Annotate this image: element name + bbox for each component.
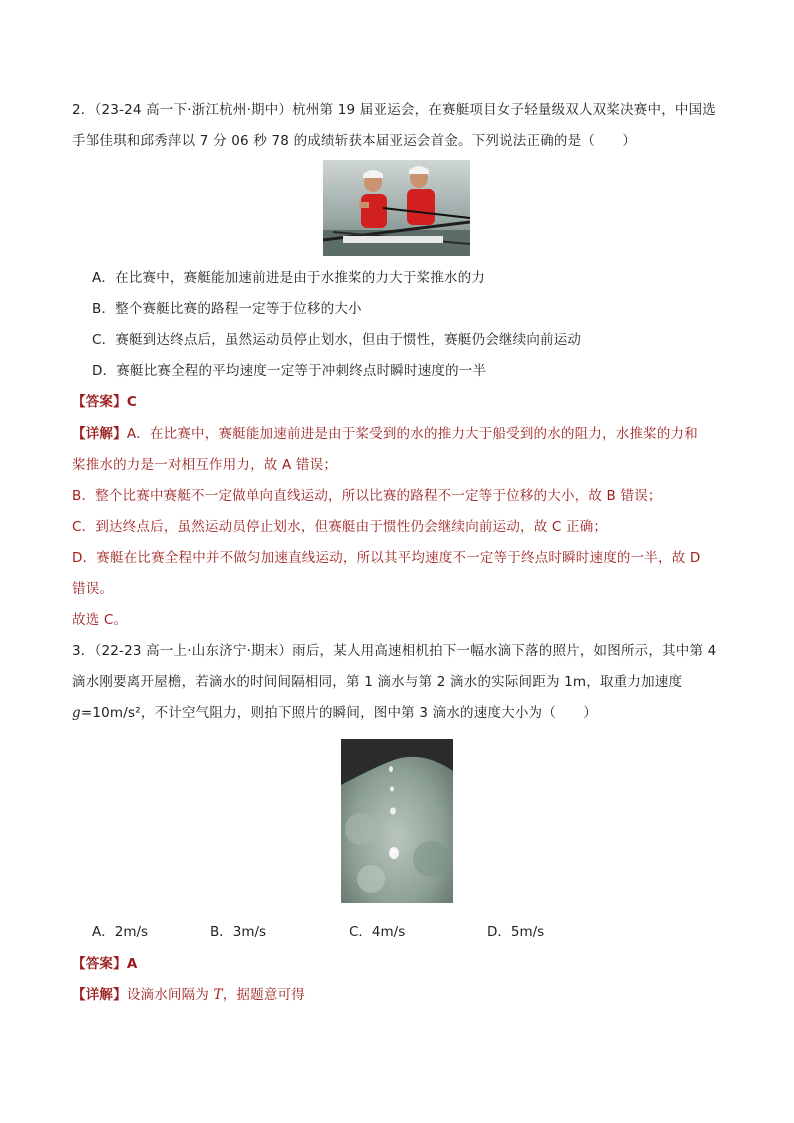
q3-option-b: B．3m/s — [210, 924, 267, 940]
q3-option-a: A．2m/s — [92, 924, 149, 940]
q3-g-symbol: g — [72, 705, 81, 721]
q3-detail-T: T — [213, 987, 223, 1003]
q2-stem-line2: 手邹佳琪和邱秀萍以 7 分 06 秒 78 的成绩斩获本届亚运会首金。下列说法正确的是（ ） — [72, 133, 637, 149]
q2-detail-line5: D．赛艇在比赛全程中并不做匀加速直线运动，所以其平均速度不一定等于终点时瞬时速度的一半，故 D — [72, 550, 701, 566]
q2-option-d: D．赛艇比赛全程的平均速度一定等于冲刺终点时瞬时速度的一半 — [92, 363, 487, 379]
q3-detail-post: ，据题意可得 — [222, 987, 305, 1003]
q2-detail-line6: 错误。 — [72, 581, 114, 597]
q2-answer-value: C — [126, 394, 137, 410]
q2-detail-line7: 故选 C。 — [72, 612, 128, 628]
q2-detail-text-1: A．在比赛中，赛艇能加速前进是由于桨受到的水的推力大于船受到的水的阻力，水推桨的力和 — [126, 426, 698, 442]
water-drop-image — [341, 739, 453, 903]
q2-option-a: A．在比赛中，赛艇能加速前进是由于水推桨的力大于桨推水的力 — [92, 270, 486, 286]
q3-option-c: C．4m/s — [349, 924, 406, 940]
q3-stem-line1: 3．（22-23 高一上·山东济宁·期末）雨后，某人用高速相机拍下一幅水滴下落的照片，如图所示，其中第 4 — [72, 643, 717, 659]
q2-detail-line2: 桨推水的力是一对相互作用力，故 A 错误； — [72, 457, 338, 473]
q3-stem-line3 — [72, 703, 597, 723]
q2-detail-line1 — [72, 424, 698, 444]
q3-stem-line2: 滴水刚要离开屋檐，若滴水的时间间隔相同，第 1 滴水与第 2 滴水的实际间距为 1m，取重力加速度 — [72, 674, 683, 690]
rowing-photo — [323, 160, 470, 256]
q2-stem-line1: 2．（23-24 高一下·浙江杭州·期中）杭州第 19 届亚运会，在赛艇项目女子轻量级双人双桨决赛中，中国选 — [72, 102, 716, 118]
q2-option-b: B．整个赛艇比赛的路程一定等于位移的大小 — [92, 301, 362, 317]
q3-option-d: D．5m/s — [487, 924, 545, 940]
q2-answer — [72, 392, 137, 412]
rowing-image — [323, 160, 470, 256]
water-drop-photo — [341, 739, 453, 903]
q3-answer-value: A — [126, 956, 138, 972]
q2-detail-line3: B．整个比赛中赛艇不一定做单向直线运动，所以比赛的路程不一定等于位移的大小，故 B 错误； — [72, 488, 662, 504]
q3-detail-pre: 设滴水间隔为 — [126, 987, 214, 1003]
q2-detail-label: 【详解】 — [72, 426, 127, 442]
q3-answer — [72, 954, 137, 974]
q2-option-c: C．赛艇到达终点后，虽然运动员停止划水，但由于惯性，赛艇仍会继续向前运动 — [92, 332, 582, 348]
q3-detail-label: 【详解】 — [72, 987, 127, 1003]
q2-answer-label: 【答案】 — [72, 394, 127, 410]
q3-stem-line3-text: =10m/s²，不计空气阻力，则拍下照片的瞬间，图中第 3 滴水的速度大小为（ ） — [80, 705, 598, 721]
q2-detail-line4: C．到达终点后，虽然运动员停止划水，但赛艇由于惯性仍会继续向前运动，故 C 正确； — [72, 519, 608, 535]
q3-answer-label: 【答案】 — [72, 956, 127, 972]
q3-detail — [72, 985, 305, 1005]
